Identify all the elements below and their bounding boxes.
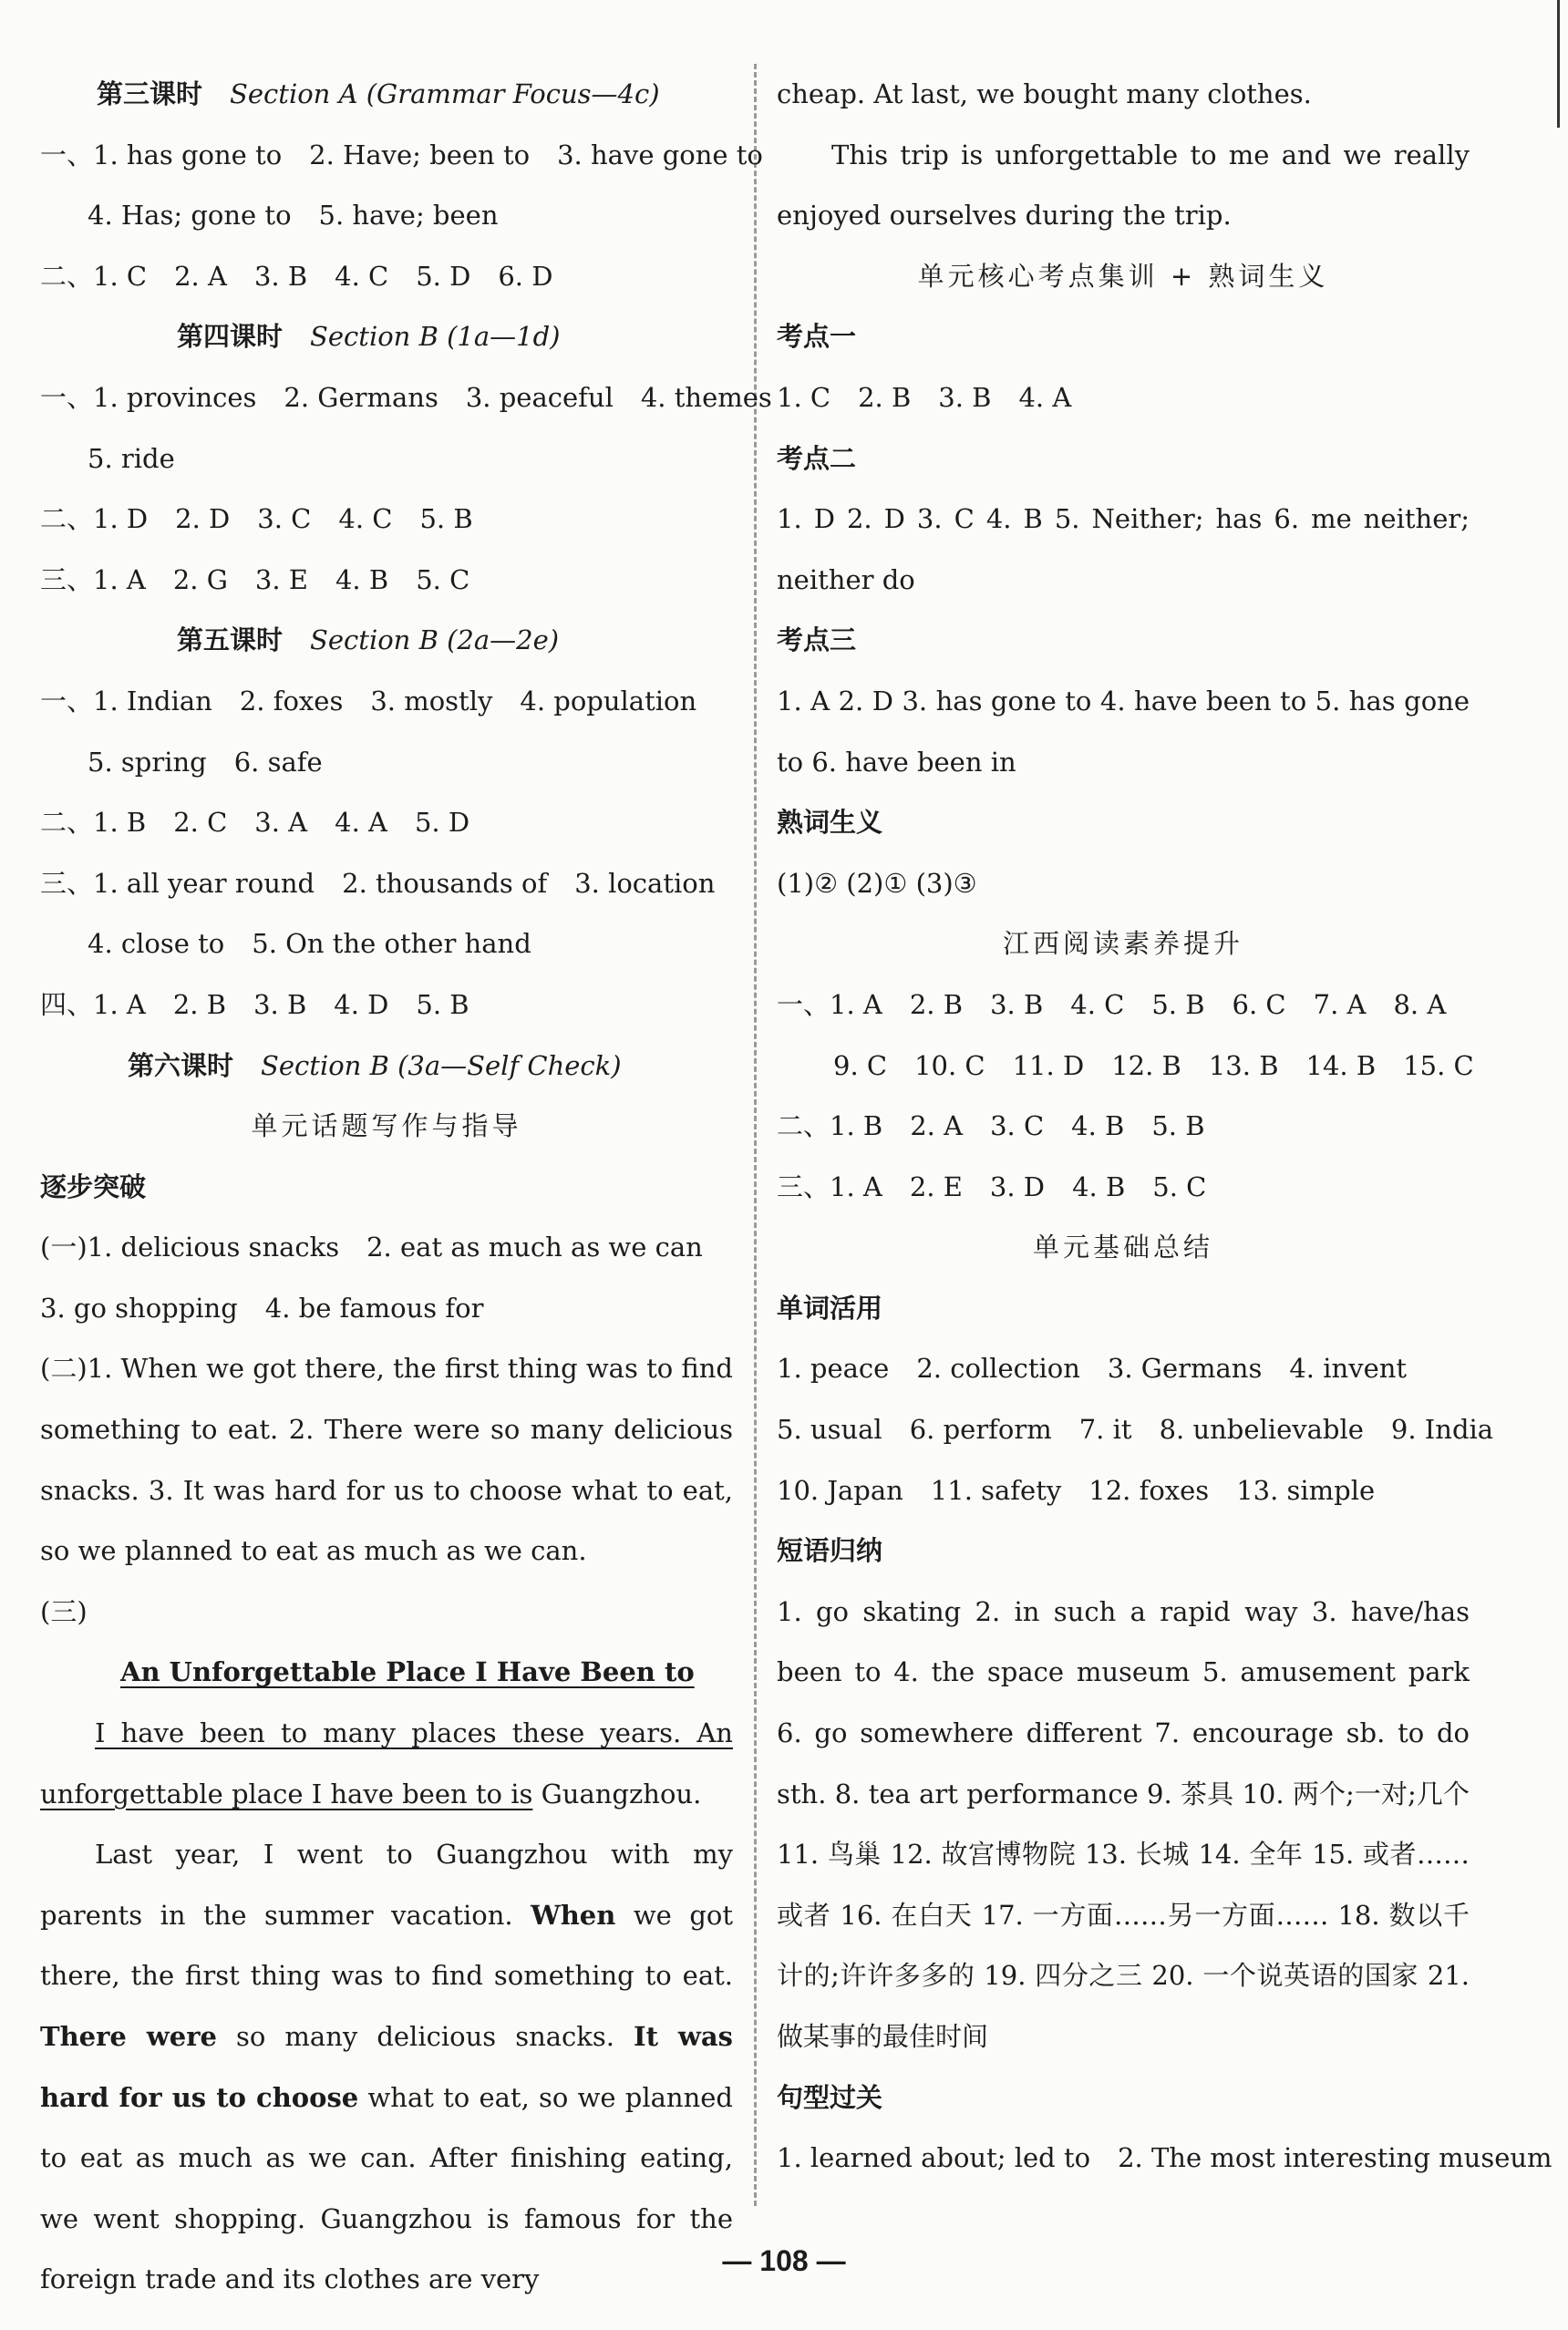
lesson3-heading: 第三课时 Section A (Grammar Focus—4c) <box>97 78 660 109</box>
step-part1: (一)1. delicious snacks 2. eat as much as we can <box>40 1232 703 1263</box>
jiangxi-part1-cont: 9. C 10. C 11. D 12. B 13. B 14. B 15. C <box>833 1049 1474 1081</box>
lesson4-part1-cont: 5. ride <box>88 442 175 474</box>
familiar-words-answers: (1)② (2)① (3)③ <box>777 867 977 899</box>
essay-closing-paragraph: This trip is unforgettable to me and we really enjoyed ourselves during the trip. <box>777 139 1470 232</box>
step-part2: (二)1. When we got there, the first thing was to find something to eat. 2. There were so many delicious snacks. 3. It was hard for us to choose what to eat, so we planned to eat as much as we can. <box>40 1353 733 1567</box>
step-part3-label: (三) <box>40 1595 88 1627</box>
point3-title: 考点三 <box>777 624 857 656</box>
point2-answers: 1. D 2. D 3. C 4. B 5. Neither; has 6. me neither; neither do <box>777 503 1470 595</box>
point3-answers: 1. A 2. D 3. has gone to 4. have been to 5. has gone to 6. have been in <box>777 685 1470 778</box>
word-usage-row3: 10. Japan 11. safety 12. foxes 13. simple <box>777 1474 1376 1506</box>
unit-basics-title: 单元基础总结 <box>1032 1232 1213 1263</box>
lesson5-heading: 第五课时 Section B (2a—2e) <box>177 624 560 656</box>
lesson5-part1: 一、1. Indian 2. foxes 3. mostly 4. population <box>40 685 697 717</box>
word-usage-title: 单词活用 <box>777 1292 883 1324</box>
essay-intro: I have been to many places these years. An unforgettable place I have been to is Guangzhou. <box>40 1717 733 1809</box>
essay-text-run: what to eat, so we planned to eat as much as we can. After finishing eating, we went shopping. Guangzhou is famous for the foreign trade and its clothes are very <box>40 2081 733 2295</box>
familiar-words-title: 熟词生义 <box>777 807 883 839</box>
essay-continuation: cheap. At last, we bought many clothes. <box>777 78 1312 109</box>
essay-text-run: so many delicious snacks. <box>216 2021 634 2052</box>
core-points-title: 单元核心考点集训 + 熟词生义 <box>917 260 1329 292</box>
lesson4-part1: 一、1. provinces 2. Germans 3. peaceful 4. themes <box>40 381 772 413</box>
point2-title: 考点二 <box>777 442 857 474</box>
word-usage-row2: 5. usual 6. perform 7. it 8. unbelievable 9. India <box>777 1414 1494 1446</box>
lesson3-part1: 一、1. has gone to 2. Have; been to 3. have gone to <box>40 139 763 170</box>
jiangxi-part2: 二、1. B 2. A 3. C 4. B 5. B <box>777 1110 1205 1142</box>
point1-title: 考点一 <box>777 321 857 353</box>
point1-answers: 1. C 2. B 3. B 4. A <box>777 381 1072 413</box>
lesson5-part3: 三、1. all year round 2. thousands of 3. location <box>40 867 716 899</box>
lesson5-part4: 四、1. A 2. B 3. B 4. D 5. B <box>40 988 469 1020</box>
sentence-patterns-answers: 1. learned about; led to 2. The most interesting museum <box>777 2142 1553 2174</box>
essay-bold-phrase: There were <box>40 2021 217 2052</box>
lesson5-part1-cont: 5. spring 6. safe <box>88 746 323 778</box>
essay-text-run: Last year, I went to Guangzhou with my parents in the summer vacation. <box>40 1839 733 1931</box>
right-column <box>777 64 1553 2189</box>
page-number: — 108 — <box>722 2244 846 2277</box>
phrase-summary-list: 1. go skating 2. in such a rapid way 3. have/has been to 4. the space museum 5. amusement park 6. go somewhere different 7. encourage sb. to do sth. 8. tea art performance 9. 茶具 10. 两个;一对;几个 11. 鸟巢 12. 故宫博物院 13. 长城 14. 全年 15. 或者……或者 16. 在白天 17. 一方面……另一方面…… 18. 数以千计的;许许多多的 19. 四分之三 20. 一个说英语的国家 21. 做某事的最佳时间 <box>777 1595 1470 2052</box>
step-title: 逐步突破 <box>40 1170 147 1202</box>
step-part1-cont: 3. go shopping 4. be famous for <box>40 1292 484 1324</box>
essay-title: An Unforgettable Place I Have Been to <box>120 1656 695 1688</box>
lesson4-heading: 第四课时 Section B (1a—1d) <box>177 321 561 353</box>
lesson5-part3-cont: 4. close to 5. On the other hand <box>88 928 531 960</box>
word-usage-row1: 1. peace 2. collection 3. Germans 4. invent <box>777 1353 1408 1385</box>
lesson4-part3: 三、1. A 2. G 3. E 4. B 5. C <box>40 563 470 595</box>
lesson4-part2: 二、1. D 2. D 3. C 4. C 5. B <box>40 503 473 535</box>
jiangxi-part3: 三、1. A 2. E 3. D 4. B 5. C <box>777 1170 1207 1202</box>
jiangxi-reading-title: 江西阅读素养提升 <box>1002 928 1243 960</box>
jiangxi-part1: 一、1. A 2. B 3. B 4. C 5. B 6. C 7. A 8. A <box>777 988 1447 1020</box>
lesson3-part1-cont: 4. Has; gone to 5. have; been <box>88 200 499 232</box>
page-edge-line <box>1557 0 1560 128</box>
phrase-summary-title: 短语归纳 <box>777 1535 883 1567</box>
essay-bold-phrase: When <box>531 1899 616 1931</box>
lesson6-heading: 第六课时 Section B (3a—Self Check) <box>128 1049 622 1081</box>
lesson5-part2: 二、1. B 2. C 3. A 4. A 5. D <box>40 807 470 839</box>
sentence-patterns-title: 句型过关 <box>777 2081 883 2113</box>
essay-bold-phrase: It was hard for us to choose <box>40 2021 733 2113</box>
writing-guide-title: 单元话题写作与指导 <box>251 1110 522 1142</box>
essay-text-run: we got there, the first thing was to find something to eat. <box>40 1899 733 1992</box>
left-column <box>40 64 772 2310</box>
essay-body-paragraph <box>40 1824 733 2310</box>
lesson3-part2: 二、1. C 2. A 3. B 4. C 5. D 6. D <box>40 260 553 292</box>
